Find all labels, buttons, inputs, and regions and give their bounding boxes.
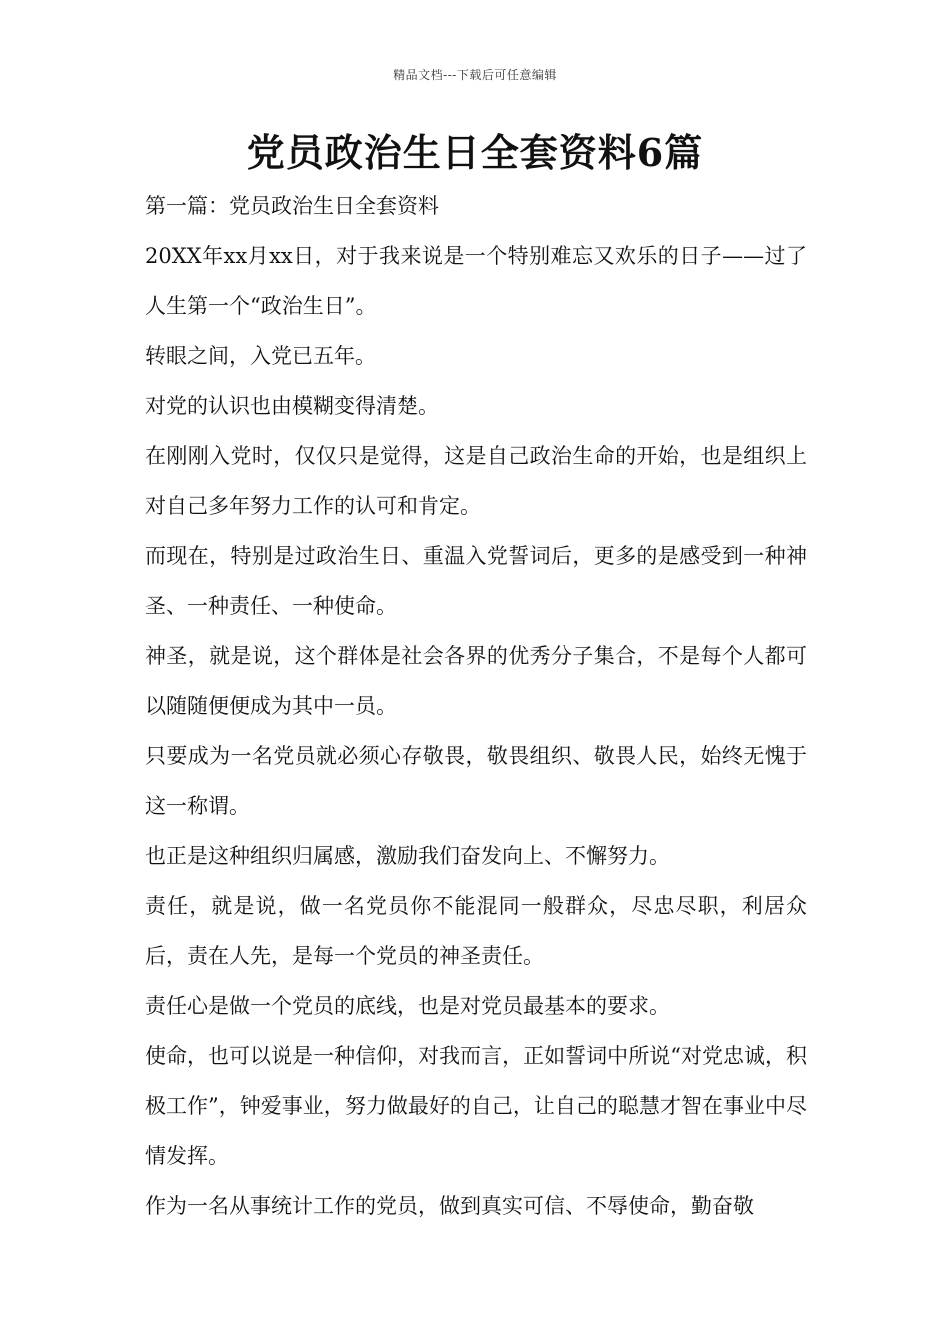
paragraph-7: 只要成为一名党员就必须心存敬畏，敬畏组织、敬畏人民，始终无愧于这一称谓。 — [145, 744, 807, 818]
paragraph-8: 也正是这种组织归属感，激励我们奋发向上、不懈努力。 — [145, 844, 670, 868]
paragraph-1: 20XX年xx月xx日，对于我来说是一个特别难忘又欢乐的日子——过了人生第一个“政治生日”。 — [145, 244, 807, 318]
paragraph-6: 神圣，就是说，这个群体是社会各界的优秀分子集合，不是每个人都可以随随便便成为其中一员。 — [145, 644, 807, 718]
document-body — [145, 181, 807, 1231]
paragraph-9: 责任，就是说，做一名党员你不能混同一般群众，尽忠尽职，利居众后，责在人先，是每一个党员的神圣责任。 — [145, 894, 807, 968]
paragraph-11: 使命，也可以说是一种信仰，对我而言，正如誓词中所说“对党忠诚，积极工作”，钟爱事业，努力做最好的自己，让自己的聪慧才智在事业中尽情发挥。 — [145, 1044, 807, 1168]
paragraph-2: 转眼之间，入党已五年。 — [145, 344, 376, 368]
paragraph-10: 责任心是做一个党员的底线，也是对党员最基本的要求。 — [145, 994, 670, 1018]
paragraph-3: 对党的认识也由模糊变得清楚。 — [145, 394, 439, 418]
header-note: 精品文档---下载后可任意编辑 — [393, 68, 557, 82]
paragraph-4: 在刚刚入党时，仅仅只是觉得，这是自己政治生命的开始，也是组织上对自己多年努力工作的认可和肯定。 — [145, 444, 807, 518]
section-heading: 第一篇：党员政治生日全套资料 — [145, 194, 439, 218]
paragraph-5: 而现在，特别是过政治生日、重温入党誓词后，更多的是感受到一种神圣、一种责任、一种使命。 — [145, 544, 807, 618]
paragraph-12: 作为一名从事统计工作的党员，做到真实可信、不辱使命，勤奋敬 — [145, 1194, 754, 1218]
document-title: 党员政治生日全套资料6篇 — [246, 130, 704, 175]
